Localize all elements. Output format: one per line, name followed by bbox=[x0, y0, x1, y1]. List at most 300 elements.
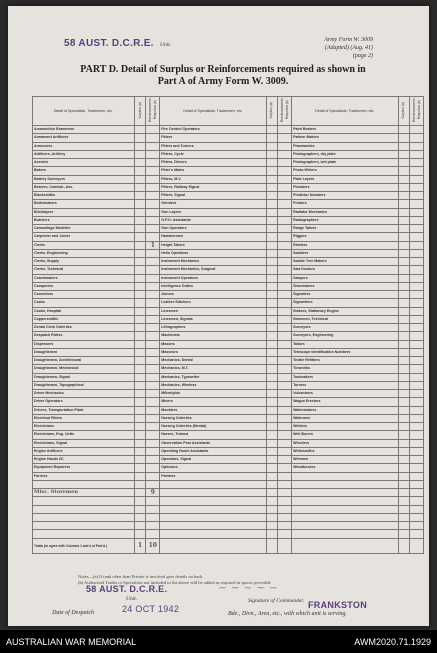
reinforcement-cell[interactable] bbox=[278, 398, 292, 406]
surplus-cell[interactable] bbox=[134, 291, 146, 299]
reinforcement-cell[interactable] bbox=[146, 274, 160, 282]
blank-cell[interactable] bbox=[398, 497, 410, 505]
surplus-cell[interactable] bbox=[398, 192, 410, 200]
surplus-cell[interactable] bbox=[398, 159, 410, 167]
surplus-cell[interactable] bbox=[398, 142, 410, 150]
surplus-cell[interactable] bbox=[266, 447, 278, 455]
surplus-cell[interactable] bbox=[134, 282, 146, 290]
surplus-cell[interactable] bbox=[266, 332, 278, 340]
reinforcement-cell[interactable] bbox=[146, 365, 160, 373]
reinforcement-cell[interactable] bbox=[410, 373, 424, 381]
surplus-cell[interactable] bbox=[398, 216, 410, 224]
reinforcement-cell[interactable] bbox=[410, 216, 424, 224]
reinforcement-cell[interactable] bbox=[278, 291, 292, 299]
reinforcement-cell[interactable] bbox=[146, 249, 160, 257]
blank-cell[interactable] bbox=[398, 480, 410, 488]
blank-cell[interactable] bbox=[160, 522, 266, 530]
surplus-cell[interactable] bbox=[266, 192, 278, 200]
reinforcement-cell[interactable]: 1 bbox=[146, 241, 160, 249]
surplus-cell[interactable] bbox=[398, 307, 410, 315]
reinforcement-cell[interactable] bbox=[146, 167, 160, 175]
blank-cell[interactable] bbox=[33, 497, 135, 505]
reinforcement-cell[interactable] bbox=[278, 225, 292, 233]
reinforcement-cell[interactable] bbox=[278, 315, 292, 323]
surplus-cell[interactable] bbox=[134, 192, 146, 200]
surplus-cell[interactable] bbox=[134, 464, 146, 472]
surplus-cell[interactable] bbox=[134, 348, 146, 356]
surplus-cell[interactable] bbox=[134, 390, 146, 398]
blank-cell[interactable] bbox=[266, 530, 278, 538]
surplus-cell[interactable] bbox=[398, 340, 410, 348]
reinforcement-cell[interactable] bbox=[146, 208, 160, 216]
surplus-cell[interactable] bbox=[398, 249, 410, 257]
reinforcement-cell[interactable] bbox=[410, 134, 424, 142]
surplus-cell[interactable] bbox=[398, 167, 410, 175]
reinforcement-cell[interactable] bbox=[410, 439, 424, 447]
reinforcement-cell[interactable] bbox=[146, 439, 160, 447]
blank-cell[interactable] bbox=[278, 505, 292, 513]
surplus-cell[interactable] bbox=[266, 406, 278, 414]
reinforcement-cell[interactable] bbox=[278, 299, 292, 307]
surplus-cell[interactable] bbox=[398, 398, 410, 406]
surplus-cell[interactable] bbox=[266, 390, 278, 398]
surplus-cell[interactable] bbox=[134, 208, 146, 216]
surplus-cell[interactable] bbox=[398, 315, 410, 323]
blank-cell[interactable] bbox=[398, 505, 410, 513]
surplus-cell[interactable] bbox=[398, 324, 410, 332]
surplus-cell[interactable] bbox=[266, 282, 278, 290]
reinforcement-cell[interactable] bbox=[278, 183, 292, 191]
blank-cell[interactable] bbox=[134, 522, 146, 530]
surplus-cell[interactable] bbox=[134, 249, 146, 257]
surplus-cell[interactable] bbox=[134, 447, 146, 455]
surplus-cell[interactable] bbox=[266, 414, 278, 422]
reinforcement-cell[interactable] bbox=[410, 142, 424, 150]
blank-cell[interactable] bbox=[160, 505, 266, 513]
blank-cell[interactable] bbox=[266, 522, 278, 530]
surplus-cell[interactable] bbox=[398, 439, 410, 447]
surplus-cell[interactable] bbox=[266, 200, 278, 208]
surplus-cell[interactable] bbox=[398, 373, 410, 381]
reinforcement-cell[interactable] bbox=[410, 233, 424, 241]
reinforcement-cell[interactable] bbox=[410, 200, 424, 208]
surplus-cell[interactable] bbox=[266, 159, 278, 167]
reinforcement-cell[interactable] bbox=[146, 464, 160, 472]
reinforcement-cell[interactable] bbox=[410, 291, 424, 299]
surplus-cell[interactable] bbox=[134, 167, 146, 175]
surplus-cell[interactable] bbox=[134, 357, 146, 365]
surplus-cell[interactable] bbox=[266, 373, 278, 381]
reinforcement-cell[interactable] bbox=[146, 134, 160, 142]
surplus-cell[interactable] bbox=[134, 274, 146, 282]
blank-cell[interactable] bbox=[292, 522, 398, 530]
blank-cell[interactable] bbox=[146, 505, 160, 513]
surplus-cell[interactable] bbox=[134, 456, 146, 464]
reinforcement-cell[interactable] bbox=[278, 208, 292, 216]
surplus-cell[interactable] bbox=[266, 299, 278, 307]
blank-cell[interactable] bbox=[266, 505, 278, 513]
reinforcement-cell[interactable] bbox=[410, 348, 424, 356]
surplus-cell[interactable] bbox=[398, 134, 410, 142]
blank-cell[interactable] bbox=[278, 480, 292, 488]
reinforcement-cell[interactable] bbox=[278, 282, 292, 290]
blank-cell[interactable] bbox=[266, 497, 278, 505]
reinforcement-cell[interactable] bbox=[410, 365, 424, 373]
surplus-cell[interactable] bbox=[266, 423, 278, 431]
reinforcement-cell[interactable] bbox=[146, 216, 160, 224]
blank-cell[interactable] bbox=[160, 489, 266, 497]
blank-cell[interactable] bbox=[33, 530, 135, 538]
surplus-cell[interactable] bbox=[134, 126, 146, 134]
total-reinforcements[interactable]: 10 bbox=[146, 538, 160, 553]
blank-cell[interactable] bbox=[278, 513, 292, 521]
surplus-cell[interactable] bbox=[266, 274, 278, 282]
blank-cell[interactable] bbox=[410, 522, 424, 530]
surplus-cell[interactable] bbox=[398, 241, 410, 249]
reinforcement-cell[interactable] bbox=[278, 150, 292, 158]
surplus-cell[interactable] bbox=[266, 456, 278, 464]
reinforcement-cell[interactable] bbox=[278, 134, 292, 142]
reinforcement-cell[interactable] bbox=[278, 381, 292, 389]
surplus-cell[interactable] bbox=[266, 472, 278, 480]
reinforcement-cell[interactable] bbox=[410, 183, 424, 191]
reinforcement-cell[interactable] bbox=[146, 175, 160, 183]
reinforcement-cell[interactable] bbox=[410, 357, 424, 365]
blank-cell[interactable] bbox=[134, 489, 146, 497]
surplus-cell[interactable] bbox=[266, 365, 278, 373]
reinforcement-cell[interactable] bbox=[278, 423, 292, 431]
surplus-cell[interactable] bbox=[398, 274, 410, 282]
blank-cell[interactable] bbox=[410, 505, 424, 513]
surplus-cell[interactable] bbox=[266, 126, 278, 134]
blank-cell[interactable] bbox=[33, 513, 135, 521]
surplus-cell[interactable] bbox=[398, 423, 410, 431]
blank-cell[interactable] bbox=[278, 497, 292, 505]
blank-cell[interactable]: 9 bbox=[146, 489, 160, 497]
reinforcement-cell[interactable] bbox=[146, 126, 160, 134]
surplus-cell[interactable] bbox=[266, 464, 278, 472]
reinforcement-cell[interactable] bbox=[410, 431, 424, 439]
reinforcement-cell[interactable] bbox=[146, 266, 160, 274]
surplus-cell[interactable] bbox=[266, 266, 278, 274]
surplus-cell[interactable] bbox=[398, 348, 410, 356]
reinforcement-cell[interactable] bbox=[278, 348, 292, 356]
reinforcement-cell[interactable] bbox=[410, 332, 424, 340]
surplus-cell[interactable] bbox=[134, 159, 146, 167]
reinforcement-cell[interactable] bbox=[278, 274, 292, 282]
reinforcement-cell[interactable] bbox=[410, 282, 424, 290]
surplus-cell[interactable] bbox=[266, 307, 278, 315]
surplus-cell[interactable] bbox=[398, 472, 410, 480]
surplus-cell[interactable] bbox=[398, 390, 410, 398]
reinforcement-cell[interactable] bbox=[278, 159, 292, 167]
surplus-cell[interactable] bbox=[134, 398, 146, 406]
surplus-cell[interactable] bbox=[398, 414, 410, 422]
surplus-cell[interactable] bbox=[398, 381, 410, 389]
surplus-cell[interactable] bbox=[134, 324, 146, 332]
surplus-cell[interactable] bbox=[266, 233, 278, 241]
surplus-cell[interactable] bbox=[398, 464, 410, 472]
blank-cell[interactable] bbox=[398, 489, 410, 497]
surplus-cell[interactable] bbox=[398, 225, 410, 233]
surplus-cell[interactable] bbox=[266, 167, 278, 175]
reinforcement-cell[interactable] bbox=[278, 258, 292, 266]
reinforcement-cell[interactable] bbox=[278, 373, 292, 381]
reinforcement-cell[interactable] bbox=[410, 126, 424, 134]
surplus-cell[interactable] bbox=[398, 266, 410, 274]
reinforcement-cell[interactable] bbox=[278, 406, 292, 414]
reinforcement-cell[interactable] bbox=[278, 142, 292, 150]
reinforcement-cell[interactable] bbox=[278, 340, 292, 348]
surplus-cell[interactable] bbox=[134, 431, 146, 439]
reinforcement-cell[interactable] bbox=[146, 381, 160, 389]
reinforcement-cell[interactable] bbox=[146, 447, 160, 455]
blank-cell[interactable] bbox=[398, 530, 410, 538]
blank-cell[interactable] bbox=[398, 513, 410, 521]
reinforcement-cell[interactable] bbox=[278, 233, 292, 241]
reinforcement-cell[interactable] bbox=[410, 307, 424, 315]
reinforcement-cell[interactable] bbox=[410, 381, 424, 389]
reinforcement-cell[interactable] bbox=[410, 241, 424, 249]
surplus-cell[interactable] bbox=[398, 406, 410, 414]
surplus-cell[interactable] bbox=[266, 357, 278, 365]
reinforcement-cell[interactable] bbox=[278, 414, 292, 422]
reinforcement-cell[interactable] bbox=[278, 456, 292, 464]
reinforcement-cell[interactable] bbox=[410, 414, 424, 422]
reinforcement-cell[interactable] bbox=[146, 258, 160, 266]
reinforcement-cell[interactable] bbox=[146, 225, 160, 233]
reinforcement-cell[interactable] bbox=[278, 447, 292, 455]
surplus-cell[interactable] bbox=[134, 340, 146, 348]
blank-cell[interactable] bbox=[292, 489, 398, 497]
reinforcement-cell[interactable] bbox=[146, 282, 160, 290]
surplus-cell[interactable] bbox=[266, 225, 278, 233]
blank-cell[interactable] bbox=[33, 522, 135, 530]
surplus-cell[interactable] bbox=[266, 150, 278, 158]
reinforcement-cell[interactable] bbox=[278, 200, 292, 208]
reinforcement-cell[interactable] bbox=[410, 390, 424, 398]
reinforcement-cell[interactable] bbox=[146, 348, 160, 356]
surplus-cell[interactable] bbox=[266, 258, 278, 266]
reinforcement-cell[interactable] bbox=[146, 456, 160, 464]
blank-cell[interactable] bbox=[33, 480, 135, 488]
reinforcement-cell[interactable] bbox=[146, 315, 160, 323]
reinforcement-cell[interactable] bbox=[410, 167, 424, 175]
reinforcement-cell[interactable] bbox=[146, 472, 160, 480]
blank-cell[interactable] bbox=[410, 530, 424, 538]
reinforcement-cell[interactable] bbox=[146, 332, 160, 340]
reinforcement-cell[interactable] bbox=[278, 472, 292, 480]
reinforcement-cell[interactable] bbox=[410, 315, 424, 323]
blank-cell[interactable] bbox=[398, 522, 410, 530]
reinforcement-cell[interactable] bbox=[410, 406, 424, 414]
reinforcement-cell[interactable] bbox=[278, 431, 292, 439]
blank-cell[interactable] bbox=[266, 489, 278, 497]
surplus-cell[interactable] bbox=[134, 299, 146, 307]
blank-cell[interactable] bbox=[146, 513, 160, 521]
blank-cell[interactable] bbox=[134, 513, 146, 521]
surplus-cell[interactable] bbox=[266, 324, 278, 332]
blank-cell[interactable] bbox=[33, 505, 135, 513]
surplus-cell[interactable] bbox=[134, 439, 146, 447]
surplus-cell[interactable] bbox=[266, 216, 278, 224]
reinforcement-cell[interactable] bbox=[410, 159, 424, 167]
reinforcement-cell[interactable] bbox=[146, 233, 160, 241]
reinforcement-cell[interactable] bbox=[146, 200, 160, 208]
reinforcement-cell[interactable] bbox=[278, 241, 292, 249]
reinforcement-cell[interactable] bbox=[410, 324, 424, 332]
blank-cell[interactable] bbox=[134, 497, 146, 505]
surplus-cell[interactable] bbox=[134, 142, 146, 150]
reinforcement-cell[interactable] bbox=[410, 423, 424, 431]
surplus-cell[interactable] bbox=[266, 249, 278, 257]
surplus-cell[interactable] bbox=[398, 291, 410, 299]
blank-cell[interactable]: Misc. Storemen bbox=[33, 489, 135, 497]
reinforcement-cell[interactable] bbox=[146, 373, 160, 381]
blank-cell[interactable] bbox=[410, 489, 424, 497]
reinforcement-cell[interactable] bbox=[410, 150, 424, 158]
reinforcement-cell[interactable] bbox=[278, 167, 292, 175]
surplus-cell[interactable] bbox=[266, 241, 278, 249]
reinforcement-cell[interactable] bbox=[146, 414, 160, 422]
blank-cell[interactable] bbox=[278, 489, 292, 497]
surplus-cell[interactable] bbox=[266, 291, 278, 299]
blank-cell[interactable] bbox=[160, 513, 266, 521]
surplus-cell[interactable] bbox=[134, 266, 146, 274]
reinforcement-cell[interactable] bbox=[146, 183, 160, 191]
surplus-cell[interactable] bbox=[134, 414, 146, 422]
reinforcement-cell[interactable] bbox=[410, 258, 424, 266]
surplus-cell[interactable] bbox=[266, 340, 278, 348]
surplus-cell[interactable] bbox=[266, 142, 278, 150]
surplus-cell[interactable] bbox=[398, 208, 410, 216]
surplus-cell[interactable] bbox=[134, 134, 146, 142]
surplus-cell[interactable] bbox=[398, 150, 410, 158]
surplus-cell[interactable] bbox=[398, 357, 410, 365]
surplus-cell[interactable] bbox=[134, 315, 146, 323]
reinforcement-cell[interactable] bbox=[146, 357, 160, 365]
reinforcement-cell[interactable] bbox=[146, 398, 160, 406]
reinforcement-cell[interactable] bbox=[278, 175, 292, 183]
reinforcement-cell[interactable] bbox=[146, 291, 160, 299]
reinforcement-cell[interactable] bbox=[146, 340, 160, 348]
blank-cell[interactable] bbox=[146, 522, 160, 530]
reinforcement-cell[interactable] bbox=[410, 456, 424, 464]
surplus-cell[interactable] bbox=[134, 423, 146, 431]
surplus-cell[interactable] bbox=[134, 258, 146, 266]
blank-cell[interactable] bbox=[410, 480, 424, 488]
blank-cell[interactable] bbox=[292, 530, 398, 538]
surplus-cell[interactable] bbox=[134, 332, 146, 340]
reinforcement-cell[interactable] bbox=[410, 447, 424, 455]
surplus-cell[interactable] bbox=[266, 315, 278, 323]
blank-cell[interactable] bbox=[160, 530, 266, 538]
blank-cell[interactable] bbox=[278, 522, 292, 530]
blank-cell[interactable] bbox=[292, 480, 398, 488]
blank-cell[interactable] bbox=[410, 513, 424, 521]
surplus-cell[interactable] bbox=[134, 216, 146, 224]
surplus-cell[interactable] bbox=[266, 439, 278, 447]
reinforcement-cell[interactable] bbox=[278, 126, 292, 134]
reinforcement-cell[interactable] bbox=[278, 390, 292, 398]
surplus-cell[interactable] bbox=[398, 456, 410, 464]
reinforcement-cell[interactable] bbox=[278, 324, 292, 332]
reinforcement-cell[interactable] bbox=[278, 192, 292, 200]
blank-cell[interactable] bbox=[292, 497, 398, 505]
blank-cell[interactable] bbox=[146, 530, 160, 538]
reinforcement-cell[interactable] bbox=[146, 159, 160, 167]
reinforcement-cell[interactable] bbox=[410, 208, 424, 216]
reinforcement-cell[interactable] bbox=[278, 307, 292, 315]
blank-cell[interactable] bbox=[160, 497, 266, 505]
surplus-cell[interactable] bbox=[134, 406, 146, 414]
surplus-cell[interactable] bbox=[398, 258, 410, 266]
surplus-cell[interactable] bbox=[398, 332, 410, 340]
surplus-cell[interactable] bbox=[134, 373, 146, 381]
surplus-cell[interactable] bbox=[398, 126, 410, 134]
surplus-cell[interactable] bbox=[398, 299, 410, 307]
blank-cell[interactable] bbox=[278, 530, 292, 538]
blank-cell[interactable] bbox=[146, 497, 160, 505]
reinforcement-cell[interactable] bbox=[146, 390, 160, 398]
reinforcement-cell[interactable] bbox=[410, 340, 424, 348]
reinforcement-cell[interactable] bbox=[410, 249, 424, 257]
surplus-cell[interactable] bbox=[398, 200, 410, 208]
reinforcement-cell[interactable] bbox=[146, 406, 160, 414]
blank-cell[interactable] bbox=[410, 497, 424, 505]
surplus-cell[interactable] bbox=[266, 431, 278, 439]
reinforcement-cell[interactable] bbox=[410, 299, 424, 307]
surplus-cell[interactable] bbox=[398, 183, 410, 191]
blank-cell[interactable] bbox=[160, 480, 266, 488]
surplus-cell[interactable] bbox=[134, 233, 146, 241]
surplus-cell[interactable] bbox=[134, 365, 146, 373]
total-surplus[interactable]: 1 bbox=[134, 538, 146, 553]
reinforcement-cell[interactable] bbox=[278, 332, 292, 340]
surplus-cell[interactable] bbox=[134, 150, 146, 158]
reinforcement-cell[interactable] bbox=[146, 299, 160, 307]
reinforcement-cell[interactable] bbox=[410, 472, 424, 480]
reinforcement-cell[interactable] bbox=[278, 266, 292, 274]
reinforcement-cell[interactable] bbox=[146, 192, 160, 200]
reinforcement-cell[interactable] bbox=[146, 324, 160, 332]
blank-cell[interactable] bbox=[134, 480, 146, 488]
reinforcement-cell[interactable] bbox=[146, 150, 160, 158]
surplus-cell[interactable] bbox=[266, 381, 278, 389]
reinforcement-cell[interactable] bbox=[410, 464, 424, 472]
surplus-cell[interactable] bbox=[134, 472, 146, 480]
reinforcement-cell[interactable] bbox=[278, 365, 292, 373]
surplus-cell[interactable] bbox=[398, 175, 410, 183]
surplus-cell[interactable] bbox=[134, 225, 146, 233]
blank-cell[interactable] bbox=[292, 505, 398, 513]
reinforcement-cell[interactable] bbox=[410, 274, 424, 282]
reinforcement-cell[interactable] bbox=[146, 423, 160, 431]
surplus-cell[interactable] bbox=[398, 431, 410, 439]
surplus-cell[interactable] bbox=[266, 398, 278, 406]
surplus-cell[interactable] bbox=[134, 175, 146, 183]
surplus-cell[interactable] bbox=[134, 307, 146, 315]
surplus-cell[interactable] bbox=[134, 183, 146, 191]
blank-cell[interactable] bbox=[292, 513, 398, 521]
surplus-cell[interactable] bbox=[398, 233, 410, 241]
reinforcement-cell[interactable] bbox=[146, 142, 160, 150]
blank-cell[interactable] bbox=[146, 480, 160, 488]
surplus-cell[interactable] bbox=[398, 447, 410, 455]
surplus-cell[interactable] bbox=[266, 134, 278, 142]
blank-cell[interactable] bbox=[266, 513, 278, 521]
reinforcement-cell[interactable] bbox=[278, 464, 292, 472]
